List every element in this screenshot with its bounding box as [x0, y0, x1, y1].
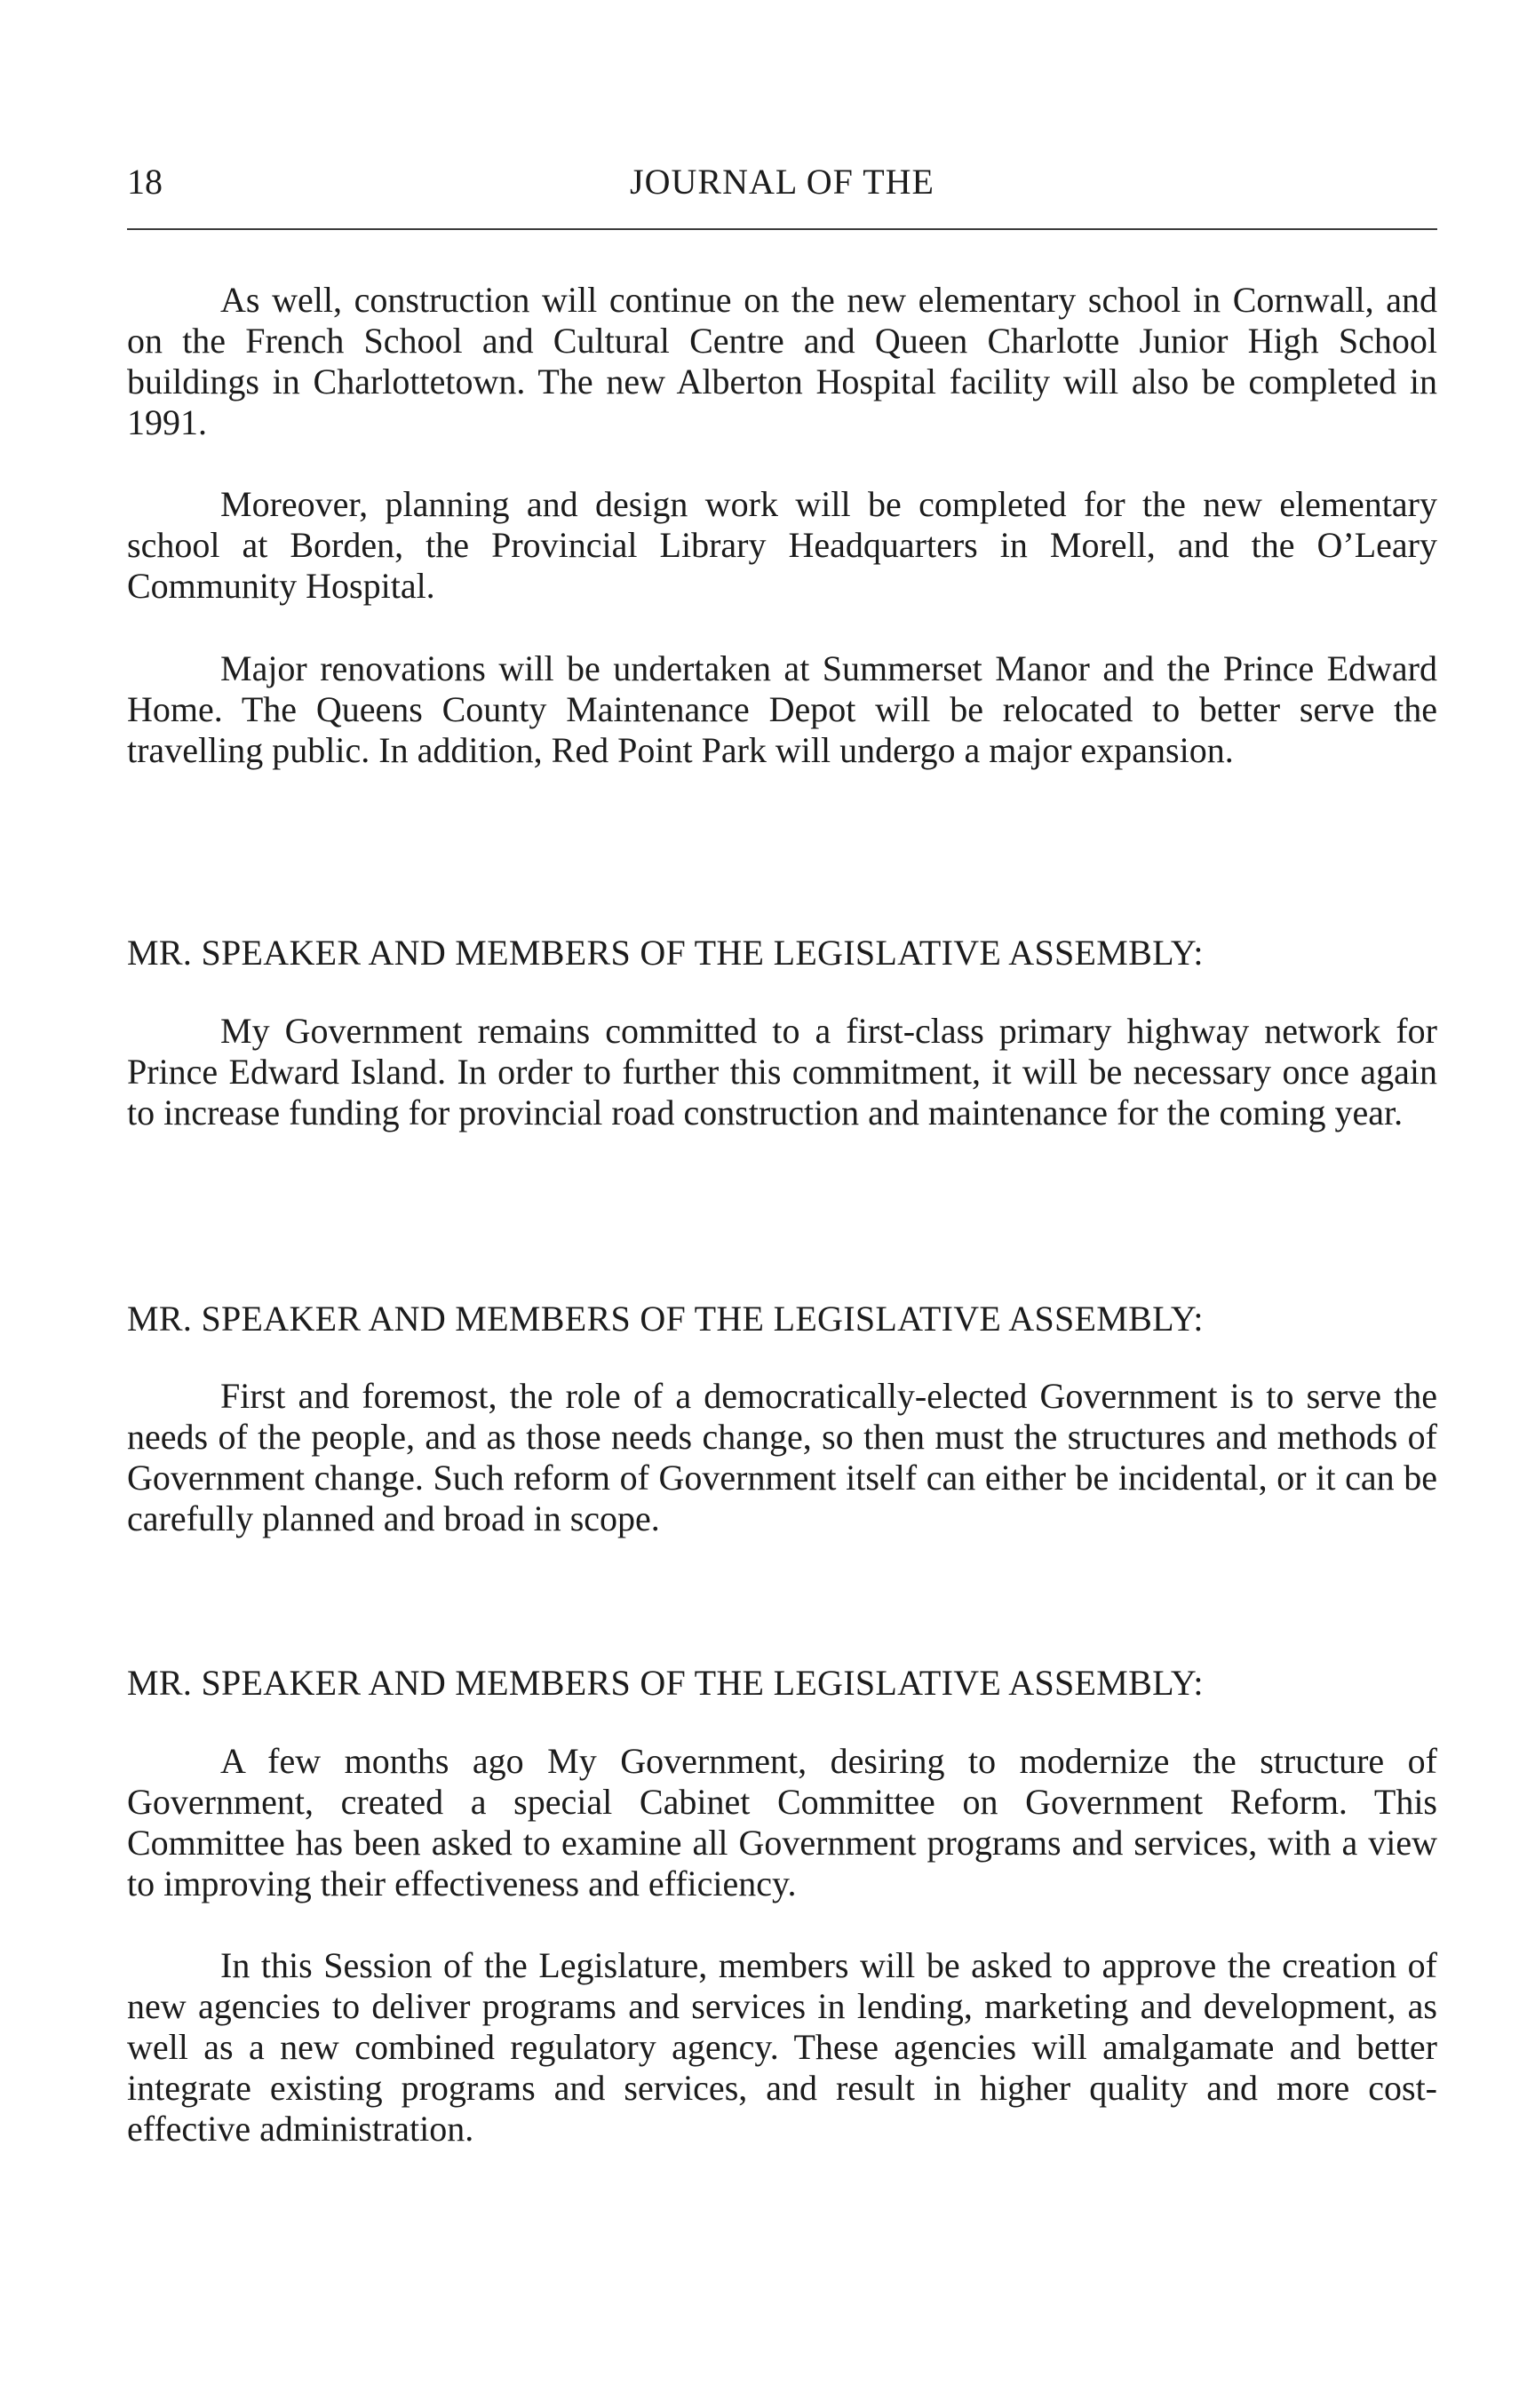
paragraph-text: Moreover, planning and design work will be completed for the new elementary school at Borden, the Provincial Library Headquarters in Morell, and the O’Leary Community Hospital. [127, 484, 1437, 606]
paragraph-text: In this Session of the Legislature, members will be asked to approve the creation of new agencies to deliver programs and services in lending, marketing and development, as well as a new combined regulatory agency. These agencies will amalgamate and better integrate existing programs and services, and result in higher quality and more cost-effective administration. [127, 1945, 1437, 2149]
paragraph-renovations [127, 648, 1437, 771]
paragraph-highway [127, 1011, 1437, 1133]
paragraph-construction [127, 280, 1437, 443]
section-heading-3 [127, 1663, 1437, 1704]
journal-title: JOURNAL OF THE [630, 162, 934, 202]
running-head [127, 160, 1437, 204]
paragraph-reform-committee [127, 1741, 1437, 1904]
section-heading-1 [127, 933, 1437, 974]
paragraph-text: As well, construction will continue on the new elementary school in Cornwall, and on the French School and Cultural Centre and Queen Charlotte Junior High School buildings in Charlottetown. The new Alberton Hospital facility will also be completed in 1991. [127, 280, 1437, 442]
section-heading: MR. SPEAKER AND MEMBERS OF THE LEGISLATIVE ASSEMBLY: [127, 933, 1204, 973]
section-heading: MR. SPEAKER AND MEMBERS OF THE LEGISLATIVE ASSEMBLY: [127, 1663, 1204, 1703]
paragraph-text: Major renovations will be undertaken at Summerset Manor and the Prince Edward Home. The Queens County Maintenance Depot will be relocated to better serve the travelling public. In addition, Red Point Park will undergo a major expansion. [127, 648, 1437, 770]
paragraph-text: First and foremost, the role of a democratically-elected Government is to serve the needs of the people, and as those needs change, so then must the structures and methods of Government change. Such reform of Government itself can either be incidental, or it can be carefully planned and broad in scope. [127, 1376, 1437, 1538]
paragraph-government-role [127, 1376, 1437, 1539]
paragraph-new-agencies [127, 1945, 1437, 2150]
paragraph-text: A few months ago My Government, desiring to modernize the structure of Government, created a special Cabinet Committee on Government Reform. This Committee has been asked to examine all Government programs and services, with a view to improving their effectiveness and efficiency. [127, 1741, 1437, 1903]
paragraph-text: My Government remains committed to a first-class primary highway network for Prince Edward Island. In order to further this commitment, it will be necessary once again to increase funding for provincial road construction and maintenance for the coming year. [127, 1011, 1437, 1132]
section-heading: MR. SPEAKER AND MEMBERS OF THE LEGISLATIVE ASSEMBLY: [127, 1299, 1204, 1339]
page-number: 18 [127, 162, 163, 202]
paragraph-planning [127, 484, 1437, 607]
section-heading-2 [127, 1299, 1437, 1339]
header-divider [127, 228, 1437, 230]
